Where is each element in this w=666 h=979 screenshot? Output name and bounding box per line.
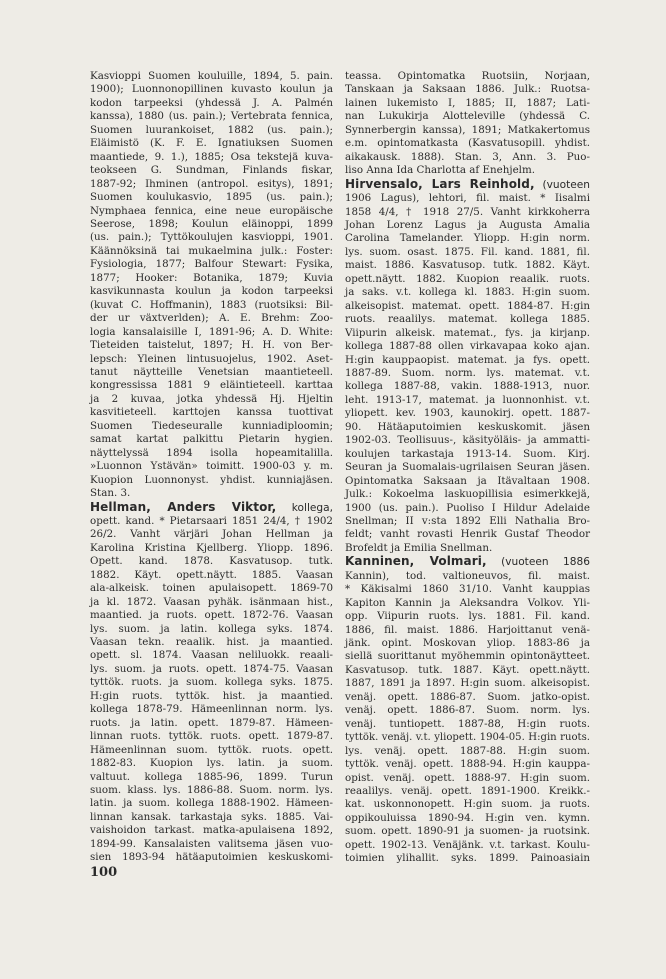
text-line — [90, 124, 333, 137]
text-line — [345, 407, 590, 420]
entry-headword: Hellman, Anders Viktor, — [90, 499, 277, 514]
line-text: kollega 1887-88, vakin. 1888-1913, nuor. — [345, 380, 590, 393]
line-text: 26/2. Vanht värjäri Johan Hellman ja — [90, 528, 333, 541]
line-text: kollega 1878-79. Hämeenlinnan norm. lys. — [90, 703, 333, 716]
text-line — [90, 649, 333, 662]
line-text: * Käkisalmi 1860 31/10. Vanht kauppias — [345, 583, 590, 596]
line-text: e.m. opintomatkasta (Kasvatusopill. yhdist. — [345, 137, 590, 150]
text-line — [90, 245, 333, 258]
line-text: (vuoteen — [534, 178, 590, 191]
line-text: tyttök. venäj. opett. 1888-94. H:gin kauppa- — [345, 758, 590, 771]
line-text: 1887-89. Suom. norm. lys. matemat. v.t. — [345, 366, 590, 379]
line-text: 1882. Käyt. opett.näytt. 1885. Vaasan — [90, 568, 333, 581]
text-line — [90, 542, 333, 555]
text-line — [90, 299, 333, 312]
line-text: aikakausk. 1888). Stan. 3, Ann. 3. Puo- — [345, 150, 590, 163]
line-text: nan Lukukirja Alotteleville (yhdessä C. — [345, 110, 590, 123]
text-line — [345, 286, 590, 299]
text-line — [345, 812, 590, 825]
line-text: näyttelyssä 1894 isolla hopeamitalilla. — [90, 446, 333, 459]
text-line — [345, 434, 590, 447]
line-text: 1900 (us. pain.). Puoliso I Hildur Adelaide — [345, 501, 590, 514]
line-text: linnan ruots. tyttök. ruots. opett. 1879-87. — [90, 730, 333, 743]
line-text: opett. kand. * Pietarsaari 1851 24/4, † 1902 — [90, 514, 333, 527]
text-line — [345, 704, 590, 717]
text-line — [90, 555, 333, 568]
text-line — [90, 285, 333, 298]
text-line — [90, 744, 333, 757]
text-line — [345, 97, 590, 110]
line-text: der ur växtverlden); A. E. Brehm: Zoo- — [90, 312, 333, 325]
text-line — [90, 258, 333, 271]
line-text: (us. pain.); Tyttökoulujen kasvioppi, 1901. — [90, 231, 333, 244]
text-line — [345, 597, 590, 610]
line-text: Hämeenlinnan suom. tyttök. ruots. opett. — [90, 743, 333, 756]
line-text: kodon tarpeeksi (yhdessä J. A. Palmén — [90, 96, 333, 109]
text-line — [345, 785, 590, 798]
line-text: (kuvat C. Hoffmanin), 1883 (ruotsiksi: Bil- — [90, 298, 333, 311]
text-line — [345, 825, 590, 838]
text-line — [90, 487, 333, 500]
text-line — [345, 367, 590, 380]
line-text: Karolina Kristina Kjellberg. Yliopp. 1896. — [90, 541, 333, 554]
line-text: »Luonnon Ystävän» toimitt. 1900-03 y. m. — [90, 460, 333, 473]
text-line — [345, 839, 590, 852]
text-line — [90, 406, 333, 419]
line-text: Brofeldt ja Emilia Snellman. — [345, 541, 493, 554]
text-line — [90, 366, 333, 379]
text-line — [345, 555, 590, 569]
line-text: latin. ja suom. kollega 1888-1902. Hämeen- — [90, 797, 333, 810]
text-line — [90, 447, 333, 460]
line-text: kasvitieteell. karttojen kanssa tuottivat — [90, 406, 333, 419]
text-line — [345, 110, 590, 123]
line-text: oppikouluissa 1890-94. H:gin ven. kymn. — [345, 811, 590, 824]
line-text: lys. suom. ja ruots. opett. 1874-75. Vaasan — [90, 662, 333, 675]
text-line — [90, 676, 333, 689]
text-line — [90, 515, 333, 528]
line-text: Kasvatusop. tutk. 1887. Käyt. opett.näytt. — [345, 663, 590, 676]
line-text: ja kl. 1872. Vaasan pyhäk. isänmaan hist., — [90, 595, 333, 608]
line-text: Kapiton Kannin ja Aleksandra Volkov. Yli- — [345, 596, 590, 609]
text-line — [345, 137, 590, 150]
line-text: toimien ylihallit. syks. 1899. Painoasiain — [345, 852, 590, 865]
line-text: reaalilys. venäj. opett. 1891-1900. Kreikk.- — [345, 785, 590, 798]
text-line — [345, 583, 590, 596]
text-line — [345, 488, 590, 501]
line-text: ruots. ja latin. opett. 1879-87. Hämeen- — [90, 716, 333, 729]
line-text: kat. uskonnonopett. H:gin suom. ja ruots. — [345, 798, 590, 811]
text-line — [345, 232, 590, 245]
line-text: Eläimistö (K. F. E. Ignatiuksen Suomen — [90, 137, 333, 150]
line-text: suom. opett. 1890-91 ja suomen- ja ruotsink. — [345, 825, 590, 838]
text-line — [345, 124, 590, 137]
line-text: 1906 Lagus), lehtori, fil. maist. * Iisalmi — [345, 192, 590, 205]
line-text: linnan kansak. tarkastaja syks. 1885. Vai- — [90, 810, 333, 823]
line-text: opett. 1902-13. Venäjänk. v.t. tarkast. Koulu- — [345, 838, 590, 851]
line-text: maantied. ja ruots. opett. 1872-76. Vaasan — [90, 609, 333, 622]
line-text: 1882-83. Kuopion lys. latin. ja suom. — [90, 757, 333, 770]
text-line — [345, 421, 590, 434]
text-line — [345, 178, 590, 192]
line-text: Käännöksinä tai mukaelmina julk.: Foster: — [90, 244, 333, 257]
entry-headword: Hirvensalo, Lars Reinhold, — [345, 176, 535, 191]
line-text: koulujen tarkastaja 1913-14. Suom. Kirj. — [345, 447, 590, 460]
line-text: feldt; vanht rovasti Henrik Gustaf Theodor — [345, 528, 590, 541]
text-line — [90, 433, 333, 446]
text-line — [345, 677, 590, 690]
text-line — [345, 772, 590, 785]
line-text: 1858 4/4, † 1918 27/5. Vanht kirkkoherra — [345, 205, 590, 218]
text-line — [345, 610, 590, 623]
line-text: Viipurin alkeisk. matemat., fys. ja kirjanp. — [345, 326, 590, 339]
text-line — [345, 448, 590, 461]
text-line — [90, 663, 333, 676]
text-line — [345, 219, 590, 232]
text-line — [90, 569, 333, 582]
text-line — [90, 205, 333, 218]
text-line — [345, 380, 590, 393]
line-text: teassa. Opintomatka Ruotsiin, Norjaan, — [345, 70, 590, 82]
text-line — [345, 637, 590, 650]
line-text: Opintomatka Saksaan ja Itävaltaan 1908. — [345, 474, 590, 487]
line-text: Nymphaea fennica, eine neue europäische — [90, 204, 333, 217]
line-text: H:gin ruots. tyttök. hist. ja maantied. — [90, 689, 333, 702]
text-line — [90, 379, 333, 392]
line-text: valtuut. kollega 1885-96, 1899. Turun — [90, 770, 333, 783]
text-line — [90, 218, 333, 231]
text-line — [90, 326, 333, 339]
text-line — [345, 852, 590, 865]
line-text: ala-alkeisk. toinen apulaisopett. 1869-70 — [90, 582, 333, 595]
line-text: jänk. opint. Moskovan yliop. 1883-86 ja — [345, 637, 590, 650]
text-line — [345, 758, 590, 771]
line-text: suom. klass. lys. 1886-88. Suom. norm. lys. — [90, 784, 333, 797]
text-line — [90, 151, 333, 164]
text-line — [345, 798, 590, 811]
text-line — [90, 191, 333, 204]
text-line — [90, 110, 333, 123]
text-line — [90, 97, 333, 110]
text-line — [90, 353, 333, 366]
line-text: tyttök. ruots. ja suom. kollega syks. 1875. — [90, 676, 333, 689]
line-text: liso Anna Ida Charlotta af Enehjelm. — [345, 164, 535, 177]
text-line — [345, 664, 590, 677]
text-line — [345, 515, 590, 528]
text-line — [90, 83, 333, 96]
line-text: leht. 1913-17, matemat. ja luonnonhist. v.t. — [345, 393, 590, 406]
text-line — [345, 394, 590, 407]
text-line — [90, 623, 333, 636]
line-text: sien 1893-94 hätäaputoimien keskuskomi- — [90, 851, 333, 864]
text-line — [345, 570, 590, 583]
text-line — [90, 636, 333, 649]
line-text: lys. venäj. opett. 1887-88. H:gin suom. — [345, 744, 590, 757]
text-line — [345, 327, 590, 340]
text-line — [90, 703, 333, 716]
line-text: venäj. tuntiopett. 1887-88, H:gin ruots. — [345, 717, 590, 730]
line-text: H:gin kauppaopist. matemat. ja fys. opett. — [345, 353, 590, 366]
text-line — [90, 164, 333, 177]
line-text: maantiede, 9. 1.), 1885; Osa tekstejä kuva- — [90, 150, 333, 163]
page-number: 100 — [90, 865, 118, 880]
text-line — [90, 851, 333, 864]
line-text: Suomen Tiedeseuralle kunniadiploomin; — [90, 419, 333, 432]
line-text: lys. suom. osast. 1875. Fil. kand. 1881, fil. — [345, 245, 590, 258]
line-text: maist. 1886. Kasvatusop. tutk. 1882. Käyt. — [345, 259, 590, 272]
text-line — [90, 582, 333, 595]
line-text: kanssa), 1880 (us. pain.); Vertebrata fennica, — [90, 110, 333, 123]
line-text: Synnerbergin kanssa), 1891; Matkakertomus — [345, 123, 590, 136]
text-line — [345, 164, 590, 177]
line-text: 1894-99. Kansalaisten valitsema jäsen vuo- — [90, 837, 333, 850]
line-text: venäj. opett. 1886-87. Suom. jatko-opist. — [345, 690, 590, 703]
text-line — [345, 151, 590, 164]
line-text: kollega, — [276, 501, 333, 514]
text-line — [345, 246, 590, 259]
text-line — [345, 650, 590, 663]
text-line — [90, 339, 333, 352]
text-line — [345, 192, 590, 205]
line-text: kasvikunnasta koulun ja kodon tarpeeksi — [90, 285, 333, 298]
line-text: Suomen koulukasvio, 1895 (us. pain.); — [90, 191, 333, 204]
line-text: 1887-92; Ihminen (antropol. esitys), 1891; — [90, 177, 333, 190]
text-line — [90, 811, 333, 824]
line-text: Kannin), tod. valtioneuvos, fil. maist. — [345, 569, 590, 582]
line-text: samat kartat palkittu Pietarin hygien. — [90, 433, 333, 446]
line-text: Seerose, 1898; Koulun eläinoppi, 1899 — [90, 217, 333, 230]
line-text: kollega 1887-88 ollen virkavapaa koko ajan. — [345, 340, 590, 353]
text-line — [90, 137, 333, 150]
line-text: lys. suom. ja latin. kollega syks. 1874. — [90, 622, 333, 635]
line-text: Tanskaan ja Saksaan 1886. Julk.: Ruotsa- — [345, 83, 590, 96]
text-line — [345, 206, 590, 219]
text-line — [345, 542, 590, 555]
text-line — [90, 460, 333, 473]
text-line — [90, 609, 333, 622]
line-text: 1887, 1891 ja 1897. H:gin suom. alkeisopist. — [345, 677, 590, 690]
text-line — [90, 474, 333, 487]
line-text: (vuoteen 1886 — [486, 556, 590, 569]
text-line — [90, 797, 333, 810]
text-line — [345, 273, 590, 286]
text-line — [345, 624, 590, 637]
line-text: Johan Lorenz Lagus ja Augusta Amalia — [345, 218, 590, 231]
line-text: Suomen luurankoiset, 1882 (us. pain.); — [90, 123, 333, 136]
text-line — [90, 70, 333, 83]
text-line — [90, 824, 333, 837]
line-text: logia kansalaisille I, 1891-96; A. D. White: — [90, 325, 333, 338]
text-line — [345, 354, 590, 367]
text-line — [90, 690, 333, 703]
text-line — [345, 691, 590, 704]
text-line — [90, 596, 333, 609]
text-line — [345, 313, 590, 326]
text-line — [90, 393, 333, 406]
text-line — [90, 312, 333, 325]
text-line — [345, 502, 590, 515]
entry-headword: Kanninen, Volmari, — [345, 554, 487, 569]
line-text: venäj. opett. 1886-87. Suom. norm. lys. — [345, 704, 590, 717]
text-line — [345, 745, 590, 758]
line-text: alkeisopist. matemat. opett. 1884-87. H:gin — [345, 299, 590, 312]
text-line — [345, 300, 590, 313]
line-text: yliopett. kev. 1903, kaunokirj. opett. 1887- — [345, 407, 590, 420]
line-text: tyttök. venäj. v.t. yliopett. 1904-05. H:gin ruots. — [345, 732, 590, 744]
text-line — [345, 340, 590, 353]
text-line — [345, 70, 590, 83]
line-text: lepsch: Yleinen lintusuojelus, 1902. Aset- — [90, 352, 333, 365]
line-text: tanut näytteille Venetsian maantieteell. — [90, 365, 333, 378]
text-line — [90, 757, 333, 770]
line-text: 90. Hätäaputoimien keskuskomit. jäsen — [345, 420, 590, 433]
left-text-column — [90, 70, 333, 865]
line-text: Vaasan tekn. reaalik. hist. ja maantied. — [90, 636, 333, 649]
line-text: Stan. 3. — [90, 487, 131, 500]
line-text: ruots. reaalilys. matemat. kollega 1885. — [345, 313, 590, 326]
line-text: opett. sl. 1874. Vaasan neliluokk. reaali- — [90, 649, 333, 662]
text-line — [90, 528, 333, 541]
line-text: Seuran ja Suomalais-ugrilaisen Seuran jäsen. — [345, 461, 590, 474]
text-line — [345, 475, 590, 488]
line-text: Julk.: Kokoelma laskuopillisia esimerkkejä, — [345, 488, 590, 501]
text-line — [90, 730, 333, 743]
line-text: opp. Viipurin ruots. lys. 1881. Fil. kand. — [345, 610, 590, 623]
text-line — [345, 528, 590, 541]
line-text: vaishoidon tarkast. matka-apulaisena 1892, — [90, 824, 333, 837]
line-text: Kuopion Luonnonyst. yhdist. kunniajäsen. — [90, 473, 333, 486]
line-text: Kasvioppi Suomen kouluille, 1894, 5. pain. — [90, 70, 333, 82]
right-text-column — [345, 70, 590, 866]
line-text: ja 2 kuvaa, jotka yhdessä Hj. Hjeltin — [90, 392, 333, 405]
text-line — [345, 461, 590, 474]
line-text: Carolina Tamelander. Yliopp. H:gin norm. — [345, 232, 590, 245]
line-text: Snellman; II v:sta 1892 Elli Nathalia Bro- — [345, 514, 590, 527]
text-line — [90, 272, 333, 285]
line-text: teokseen G. Sundman, Finlands fiskar, — [90, 164, 333, 177]
text-line — [90, 784, 333, 797]
line-text: opist. venäj. opett. 1888-97. H:gin suom. — [345, 771, 590, 784]
text-line — [90, 178, 333, 191]
line-text: Fysiologia, 1877; Balfour Stewart: Fysika, — [90, 258, 333, 271]
text-line — [90, 501, 333, 515]
line-text: 1886, fil. maist. 1886. Harjoittanut venä- — [345, 623, 590, 636]
text-line — [90, 771, 333, 784]
text-line — [345, 731, 590, 744]
line-text: kongressissa 1881 9 eläintieteell. karttaa — [90, 379, 333, 392]
line-text: 1900); Luonnonopillinen kuvasto koulun ja — [90, 83, 333, 96]
text-line — [345, 718, 590, 731]
line-text: siellä suorittanut myöhemmin opintonäytteet. — [345, 650, 590, 663]
text-line — [90, 717, 333, 730]
text-line — [90, 420, 333, 433]
text-line — [345, 83, 590, 96]
line-text: 1877; Hooker: Botanika, 1879; Kuvia — [90, 271, 333, 284]
line-text: Tieteiden taistelut, 1897; H. H. von Ber- — [90, 339, 333, 352]
line-text: 1902-03. Teollisuus-, käsityöläis- ja ammatti- — [345, 434, 590, 447]
text-line — [345, 259, 590, 272]
line-text: ja saks. v.t. kollega kl. 1883. H:gin suom. — [345, 286, 590, 299]
line-text: lainen lukemisto I, 1885; II, 1887; Lati- — [345, 96, 590, 109]
line-text: opett.näytt. 1882. Kuopion reaalik. ruots. — [345, 272, 590, 285]
text-line — [90, 231, 333, 244]
text-line — [90, 838, 333, 851]
line-text: Opett. kand. 1878. Kasvatusop. tutk. — [90, 555, 333, 568]
